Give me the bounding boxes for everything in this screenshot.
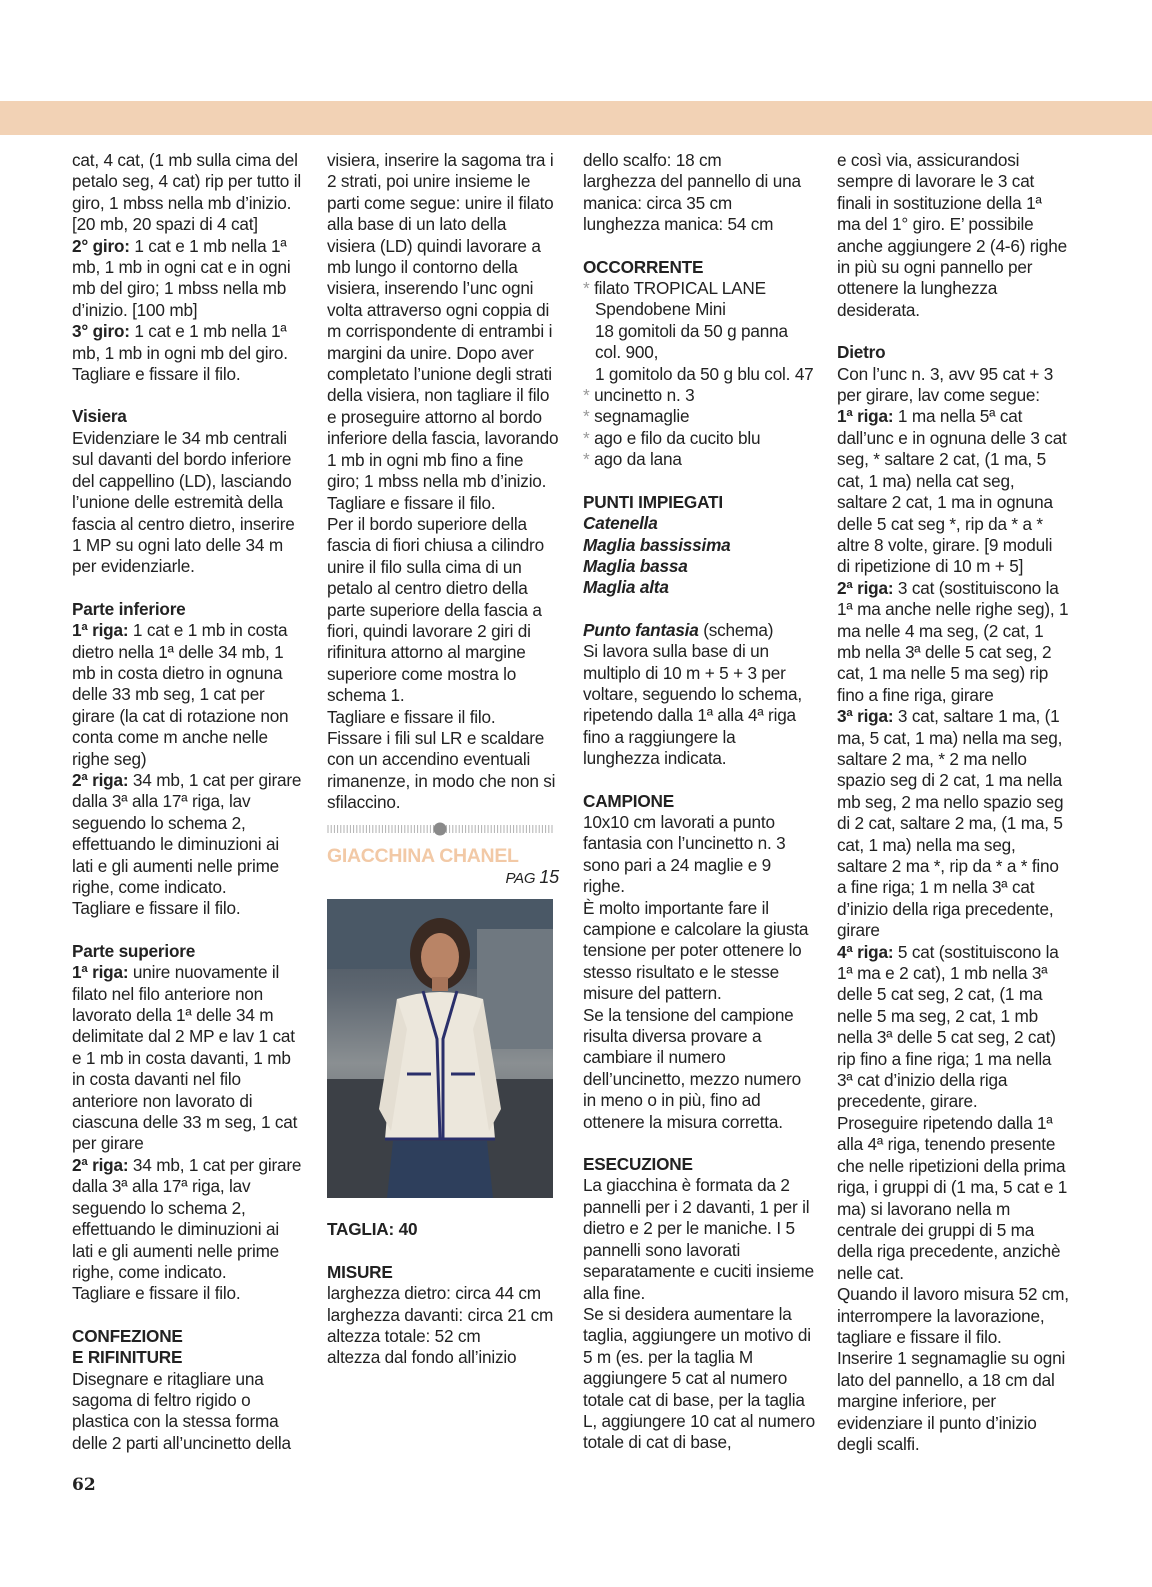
paragraph: Evidenziare le 34 mb centrali sul davanti del bordo inferiore del cappellino (LD), lasciando l’unione delle estremità della fascia al centro dietro, inserire 1 MP su ogni lato delle 34 m per evidenziarle. xyxy=(72,427,295,577)
section-heading: Visiera xyxy=(72,406,127,427)
list-item-text: segnamaglie xyxy=(594,406,690,427)
header-band xyxy=(0,101,1152,135)
list-item-text: filato TROPICAL LANE xyxy=(594,278,766,299)
step-text: unire nuovamente il filato nel filo anteriore non lavorato della 1ª delle 34 m delimitate dal 2 MP e lav 1 cat e 1 mb in costa davanti, 1 mb in costa davanti nel filo anteriore non lavorato di ciascuna delle 33 m seg, 1 cat per girare xyxy=(72,962,298,1154)
measure-line: larghezza davanti: circa 21 cm xyxy=(327,1304,554,1325)
paragraph: Inserire 1 segnamaglie su ogni lato del pannello, a 18 cm dal margine inferiore, per evidenziare il punto d’inizio degli scalfi. xyxy=(837,1348,1066,1454)
paragraph: e così via, assicurandosi sempre di lavorare le 3 cat finali in sostituzione della 1ª ma del 1° giro. E’ possibile anche aggiungere 2 (4-6) righe in più su ogni pannello per ottenere la lunghezza desiderata. xyxy=(837,150,1068,320)
paragraph: Tagliare e fissare il filo. xyxy=(327,492,496,513)
paragraph xyxy=(837,942,1069,1113)
step-text: 34 mb, 1 cat per girare dalla 3ª alla 17ª riga, lav seguendo lo schema 2, effettuando le diminuzioni ai lati e gli aumenti nelle prime righe, come indicato. xyxy=(72,1154,302,1282)
step-text: 1 cat e 1 mb nella 1ª mb, 1 mb in ogni cat e in ogni mb del giro; 1 mbss nella mb d’inizio. [100 mb] xyxy=(72,235,291,320)
list-item-text: 18 gomitoli da 50 g panna col. 900, xyxy=(595,320,788,363)
step-label: 1ª riga: xyxy=(72,620,129,641)
bullet-icon: * xyxy=(583,449,590,470)
measure-line: larghezza dietro: circa 44 cm xyxy=(327,1283,541,1304)
section-heading: CAMPIONE xyxy=(583,790,675,811)
step-text: 1 cat e 1 mb nella 1ª mb, 1 mb in ogni mb del giro. xyxy=(72,321,288,363)
list-item-text: Spendobene Mini xyxy=(595,299,726,320)
page-reference xyxy=(327,867,559,889)
paragraph: Tagliare e fissare il filo. xyxy=(72,1283,241,1304)
divider-ornament xyxy=(327,822,559,836)
paragraph xyxy=(583,620,815,641)
list-item-text: ago da lana xyxy=(594,449,682,470)
list-item xyxy=(583,278,815,299)
size-heading: TAGLIA: 40 xyxy=(327,1219,418,1240)
paragraph xyxy=(837,706,1069,941)
measure-line: larghezza del pannello di una manica: circa 35 cm xyxy=(583,171,801,213)
section-heading: Parte superiore xyxy=(72,940,196,961)
stitch-name: Punto fantasia xyxy=(583,619,699,640)
step-text: 34 mb, 1 cat per girare dalla 3ª alla 17ª riga, lav seguendo lo schema 2, effettuando le diminuzioni ai lati e gli aumenti nelle prime righe, come indicato. xyxy=(72,769,302,897)
paragraph: La giacchina è formata da 2 pannelli per i 2 davanti, 1 per il dietro e 2 per le maniche. I 5 pannelli sono lavorati separatamente e cuciti insieme alla fine. xyxy=(583,1175,814,1303)
section-heading: CONFEZIONE xyxy=(72,1325,183,1346)
project-title: GIACCHINA CHANEL xyxy=(327,844,519,867)
section-heading: Dietro xyxy=(837,342,886,363)
list-item xyxy=(583,449,815,470)
page-number: 62 xyxy=(72,1475,96,1495)
stitch-name: Maglia alta xyxy=(583,577,669,598)
model-photo-image xyxy=(327,899,553,1198)
paragraph xyxy=(72,321,304,364)
list-item-text: uncinetto n. 3 xyxy=(594,385,695,406)
paragraph xyxy=(837,406,1069,577)
paragraph xyxy=(72,1155,304,1283)
page-reference-label: PAG xyxy=(505,870,540,887)
paragraph: Disegnare e ritagliare una sagoma di feltro rigido o plastica con la stessa forma delle 2 parti all’uncinetto della xyxy=(72,1368,291,1453)
paragraph: Se la tensione del campione risulta diversa provare a cambiare il numero dell’uncinetto, mezzo numero in meno o in più, fino ad ottenere la misura corretta. xyxy=(583,1004,801,1132)
step-label: 4ª riga: xyxy=(837,941,894,962)
stitch-name: Maglia bassa xyxy=(583,555,688,576)
measure-line: altezza totale: 52 cm xyxy=(327,1326,481,1347)
step-text: 1 ma nella 5ª cat dall’unc e in ognuna delle 3 cat seg, * saltare 2 cat, (1 ma, 5 cat, 1 ma) nella cat seg, saltare 2 cat, 1 ma in ognuna delle 5 cat seg *, rip da * a * altre 8 volte, girare. [9 moduli di ripetizione di 10 m + 5] xyxy=(837,406,1067,577)
paragraph xyxy=(72,236,304,322)
column-1 xyxy=(72,150,304,1454)
list-item xyxy=(583,385,815,406)
column-4 xyxy=(837,150,1069,1455)
bullet-icon: * xyxy=(583,278,590,299)
paragraph: Quando il lavoro misura 52 cm, interrompere la lavorazione, tagliare e fissare il filo. xyxy=(837,1284,1069,1347)
paragraph: Se si desidera aumentare la taglia, aggiungere un motivo di 5 m (es. per la taglia M aggiungere 5 cat al numero totale cat di base, per la taglia L, aggiungere 10 cat al numero totale di cat di base, xyxy=(583,1303,815,1453)
list-item-text: 1 gomitolo da 50 g blu col. 47 xyxy=(595,363,814,384)
section-heading: MISURE xyxy=(327,1261,393,1282)
step-text: 3 cat, saltare 1 ma, (1 ma, 5 cat, 1 ma) nella ma seg, saltare 2 ma, * 2 ma nello spazio seg di 2 cat, 1 ma nella mb seg, 2 ma nello spazio seg di 2 cat, saltare 2 ma, (1 ma, 5 cat, 1 ma) nella ma seg, saltare 2 ma *, rip da * a * fino a fine riga; 1 m nella 3ª cat d’inizio della riga precedente, girare xyxy=(837,706,1064,941)
bullet-icon: * xyxy=(583,385,590,406)
step-label: 2ª riga: xyxy=(72,769,129,790)
list-item xyxy=(583,406,815,427)
list-item xyxy=(583,428,815,449)
bullet-icon: * xyxy=(583,427,590,448)
paragraph: Con l’unc n. 3, avv 95 cat + 3 per girare, lav come segue: xyxy=(837,363,1054,406)
step-text: 5 cat (sostituiscono la 1ª ma e 2 cat), 1 mb nella 3ª delle 5 cat seg, 2 cat, (1 ma nelle 5 ma seg, 2 cat, 1 mb nella 3ª delle 5 cat seg, 2 cat) rip fino a fine riga; 1 ma nella 3ª cat d’inizio della riga precedente, girare. xyxy=(837,941,1059,1112)
column-2 xyxy=(327,150,559,1369)
step-label: 1ª riga: xyxy=(72,962,129,983)
paragraph: cat, 4 cat, (1 mb sulla cima del petalo seg, 4 cat) rip per tutto il giro, 1 mbss nella mb d’inizio. [20 mb, 20 spazi di 4 cat] xyxy=(72,150,301,235)
paragraph xyxy=(72,770,304,898)
step-label: 1ª riga: xyxy=(837,406,894,427)
paragraph: Tagliare e fissare il filo. xyxy=(72,898,241,919)
paragraph xyxy=(837,578,1069,706)
step-label: 3° giro: xyxy=(72,321,130,342)
paragraph: È molto importante fare il campione e calcolare la giusta tensione per poter ottenere lo stesso risultato e le stesse misure del pattern. xyxy=(583,897,809,1004)
step-label: 2ª riga: xyxy=(837,577,894,598)
section-heading: E RIFINITURE xyxy=(72,1347,183,1368)
bullet-icon: * xyxy=(583,406,590,427)
divider-ornament-icon xyxy=(327,822,553,836)
measure-line: altezza dal fondo all’inizio xyxy=(327,1347,517,1368)
stitch-name: Catenella xyxy=(583,513,658,534)
paragraph xyxy=(72,962,304,1155)
list-item-text: ago e filo da cucito blu xyxy=(594,427,761,448)
step-text: 3 cat (sostituiscono la 1ª ma anche nelle righe seg), 1 ma nelle 4 ma seg, (2 cat, 1 mb nella 3ª delle 5 cat seg, 2 cat, 1 ma nelle 5 ma seg) rip fino a fine riga, girare xyxy=(837,577,1069,705)
paragraph: 10x10 cm lavorati a punto fantasia con l’uncinetto n. 3 sono pari a 24 maglie e 9 righe. xyxy=(583,811,786,897)
step-text: 1 cat e 1 mb in costa dietro nella 1ª delle 34 mb, 1 mb in costa dietro in ognuna delle 33 mb seg, 1 cat per girare (la cat di rotazione non conta come m anche nelle righe seg) xyxy=(72,620,289,769)
model-photo xyxy=(327,899,553,1198)
paragraph: visiera, inserire la sagoma tra i 2 strati, poi unire insieme le parti come segue: unire il filato alla base di un lato della visiera (LD) quindi lavorare a mb lungo il contorno della visiera, inserendo l’unc ogni volta attraverso ogni coppia di m corrispondente di entrambi i margini da unire. Dopo aver completato l’unione degli strati della visiera, non tagliare il filo e proseguire attorno al bordo inferiore della fascia, lavorando 1 mb in ogni mb fino a fine giro; 1 mbss nella mb d’inizio. xyxy=(327,150,559,492)
step-label: 3ª riga: xyxy=(837,706,894,727)
measure-line: dello scalfo: 18 cm xyxy=(583,150,722,170)
section-heading: OCCORRENTE xyxy=(583,256,704,277)
page-reference-number: 15 xyxy=(539,867,559,887)
paragraph: Fissare i fili sul LR e scaldare con un accendino eventuali rimanenze, in modo che non si sfilaccino. xyxy=(327,727,556,813)
stitch-note: (schema) xyxy=(698,619,774,640)
stitch-name: Maglia bassissima xyxy=(583,534,731,555)
paragraph: Tagliare e fissare il filo. xyxy=(327,706,496,727)
measure-line: lunghezza manica: 54 cm xyxy=(583,214,774,235)
section-heading: Parte inferiore xyxy=(72,598,186,619)
step-label: 2ª riga: xyxy=(72,1154,129,1175)
paragraph: Per il bordo superiore della fascia di fiori chiusa a cilindro unire il filo sulla cima di un petalo al centro dietro della parte superiore della fascia a fiori, quindi lavorare 2 giri di rifinitura attorno al margine superiore come mostra lo schema 1. xyxy=(327,513,544,706)
step-label: 2° giro: xyxy=(72,235,130,256)
paragraph: Tagliare e fissare il filo. xyxy=(72,364,241,385)
section-heading: PUNTI IMPIEGATI xyxy=(583,491,723,512)
section-heading: ESECUZIONE xyxy=(583,1154,693,1175)
paragraph xyxy=(72,620,304,770)
paragraph: Proseguire ripetendo dalla 1ª alla 4ª riga, tenendo presente che nelle ripetizioni della prima riga, i gruppi di (1 ma, 5 cat e 1 ma) si lavorano nella m centrale dei gruppi di 5 ma della riga precedente, anzichè nelle cat. xyxy=(837,1112,1068,1283)
column-3 xyxy=(583,150,815,1454)
paragraph: Si lavora sulla base di un multiplo di 10 m + 5 + 3 per voltare, seguendo lo schema, ripetendo dalla 1ª alla 4ª riga fino a raggiungere la lunghezza indicata. xyxy=(583,641,802,769)
